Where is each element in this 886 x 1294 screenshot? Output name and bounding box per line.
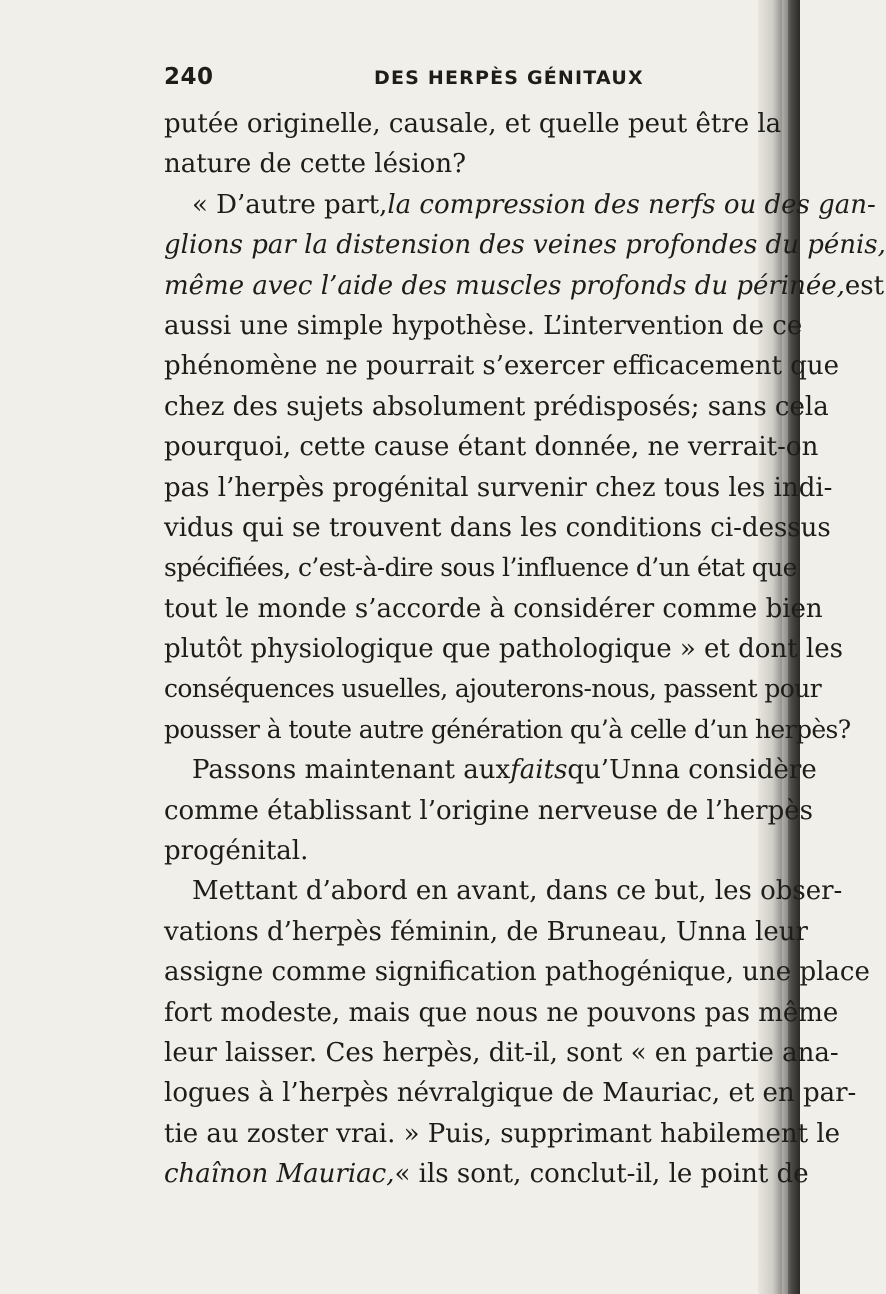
text-line: aussi une simple hypothèse. L’intervention de ce xyxy=(164,310,803,341)
text-line: glions par la distension des veines profondes du pénis, xyxy=(164,230,886,261)
text-line: Mettant d’abord en avant, dans ce but, les obser- xyxy=(192,876,843,907)
text-line: putée originelle, causale, et quelle peut être la xyxy=(164,109,782,139)
text-line: leur laisser. Ces herpès, dit-il, sont « en partie ana- xyxy=(164,1037,839,1068)
text-line: comme établissant l’origine nerveuse de l’herpès xyxy=(164,795,813,826)
text-line: pousser à toute autre génération qu’à celle d’un herpès? xyxy=(164,714,851,744)
text-line: chaînon Mauriac, « ils sont, conclut-il, le point de xyxy=(164,1159,809,1190)
text-line: « D’autre part, la compression des nerfs ou des gan- xyxy=(192,189,876,220)
running-title: DES HERPÈS GÉNITAUX xyxy=(374,67,644,89)
running-header xyxy=(164,64,764,98)
text-line: nature de cette lésion? xyxy=(164,149,467,180)
text-line: phénomène ne pourrait s’exercer efficacement que xyxy=(164,351,840,382)
text-line: tie au zoster vrai. » Puis, supprimant habilement le xyxy=(164,1118,841,1149)
text-line: plutôt physiologique que pathologique » et dont les xyxy=(164,634,843,665)
text-line: vidus qui se trouvent dans les conditions ci-dessus xyxy=(164,512,831,543)
text-line: même avec l’aide des muscles profonds du périnée, est xyxy=(164,270,885,301)
page-number: 240 xyxy=(164,64,214,90)
text-line: Passons maintenant aux faits qu’Unna considère xyxy=(192,755,817,786)
text-line: logues à l’herpès névralgique de Mauriac, et en par- xyxy=(164,1078,857,1109)
text-line: pas l’herpès progénital survenir chez tous les indi- xyxy=(164,472,833,503)
text-line: fort modeste, mais que nous ne pouvons pas même xyxy=(164,997,839,1028)
text-line: chez des sujets absolument prédisposés; sans cela xyxy=(164,391,829,422)
text-line: tout le monde s’accorde à considérer comme bien xyxy=(164,593,823,624)
text-line: pourquoi, cette cause étant donnée, ne verrait-on xyxy=(164,432,819,463)
text-line: vations d’herpès féminin, de Bruneau, Unna leur xyxy=(164,916,808,947)
text-line: spécifiées, c’est-à-dire sous l’influence d’un état que xyxy=(164,553,797,583)
text-line: assigne comme signification pathogénique, une place xyxy=(164,957,870,988)
text-line: progénital. xyxy=(164,836,309,867)
text-line: conséquences usuelles, ajouterons-nous, passent pour xyxy=(164,674,822,704)
body-text xyxy=(164,104,886,1195)
